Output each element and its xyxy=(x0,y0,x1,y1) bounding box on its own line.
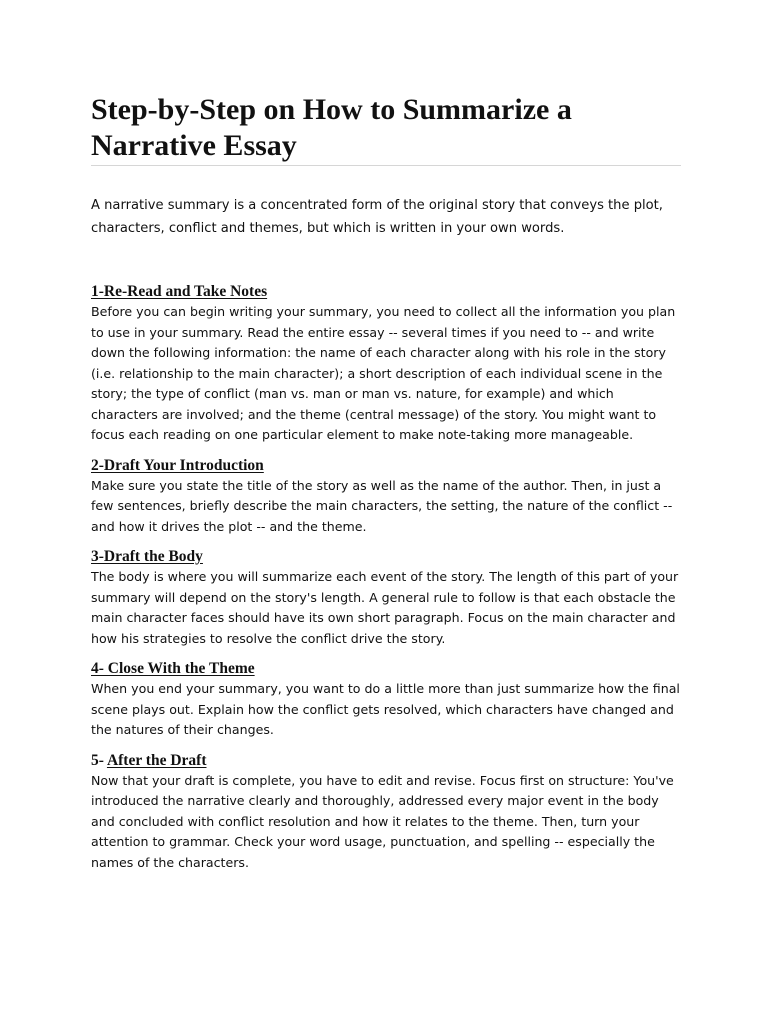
heading-text: After the Draft xyxy=(106,751,207,769)
section-theme xyxy=(91,659,681,741)
heading-prefix: 5- xyxy=(91,751,107,769)
document-title: Step-by-Step on How to Summarize a Narrative Essay xyxy=(91,92,681,166)
section-heading xyxy=(91,282,681,302)
section-introduction xyxy=(91,456,681,538)
document-page xyxy=(91,92,681,873)
section-heading xyxy=(91,547,681,567)
heading-text: 1-Re-Read and Take Notes xyxy=(91,283,268,300)
section-reread xyxy=(91,282,681,446)
heading-text: 2-Draft Your Introduction xyxy=(91,456,264,474)
heading-text: 3-Draft the Body xyxy=(91,548,203,565)
section-heading xyxy=(91,751,681,771)
section-body: When you end your summary, you want to do a little more than just summarize how the final scene plays out. Explain how the conflict gets resolved, which characters have changed and the natures of their changes. xyxy=(91,681,680,737)
section-body: Before you can begin writing your summary, you need to collect all the information you plan to use in your summary. Read the entire essay -- several times if you need to -- and write down the following information: the name of each character along with his role in the story (i.e. relationship to the main character); a short description of each individual scene in the story; the type of conflict (man vs. man or man vs. nature, for example) and which characters are involved; and the theme (central message) of the story. You might want to focus each reading on one particular element to make note-taking more manageable. xyxy=(91,304,676,442)
section-heading xyxy=(91,659,681,679)
section-body: Make sure you state the title of the story as well as the name of the author. Then, in just a few sentences, briefly describe the main characters, the setting, the nature of the conflict -- and how it drives the plot -- and the theme. xyxy=(91,477,673,534)
heading-text: 4- Close With the Theme xyxy=(91,660,255,677)
section-heading xyxy=(91,456,681,476)
intro-paragraph: A narrative summary is a concentrated form of the original story that conveys the plot, characters, conflict and themes, but which is written in your own words. xyxy=(91,198,663,236)
section-body: Now that your draft is complete, you have to edit and revise. Focus first on structure: You've introduced the narrative clearly and thoroughly, addressed every major event in the body and concluded with conflict resolution and how it relates to the theme. Then, turn your attention to grammar. Check your word usage, punctuation, and spelling -- especially the names of the characters. xyxy=(91,772,674,870)
section-after-draft xyxy=(91,751,681,874)
section-body: The body is where you will summarize each event of the story. The length of this part of your summary will depend on the story's length. A general rule to follow is that each obstacle the main character faces should have its own short paragraph. Focus on the main character and how his strategies to resolve the conflict drive the story. xyxy=(91,569,679,646)
section-body-draft xyxy=(91,547,681,649)
